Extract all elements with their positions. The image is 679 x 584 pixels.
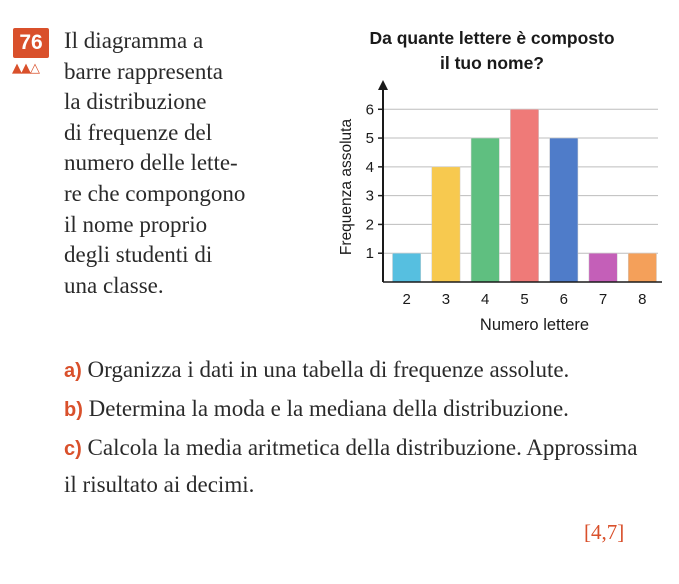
- x-tick-label: 6: [559, 291, 568, 308]
- y-tick-label: 6: [365, 101, 374, 119]
- y-tick-label: 5: [365, 130, 374, 148]
- bar-6: [550, 138, 578, 282]
- question-letter: a): [64, 360, 82, 382]
- chart-title-line: il tuo nome?: [439, 53, 545, 73]
- bar-8: [628, 253, 656, 282]
- chart-title: [337, 26, 647, 76]
- y-axis-arrow: [378, 80, 388, 90]
- exercise-intro: [64, 26, 324, 301]
- y-tick-label: 1: [365, 245, 374, 263]
- x-tick-label: 7: [598, 291, 608, 308]
- y-tick-label: 3: [365, 187, 374, 205]
- exercise-number: 76: [13, 28, 49, 58]
- y-tick-label: 2: [365, 216, 374, 234]
- x-tick-label: 5: [520, 291, 529, 308]
- y-axis-label: Frequenza assoluta: [338, 118, 355, 256]
- intro-line: degli studenti di: [64, 242, 213, 268]
- bar-2: [393, 253, 421, 282]
- x-tick-label: 4: [481, 291, 490, 308]
- intro-line: una classe.: [64, 272, 164, 298]
- bar-4: [471, 138, 499, 282]
- y-tick-label: 4: [365, 158, 374, 176]
- question-letter: b): [64, 399, 83, 421]
- questions: [64, 352, 654, 505]
- bar-5: [510, 109, 538, 282]
- answer: [4,7]: [584, 520, 625, 544]
- intro-line: la distribuzione: [64, 89, 207, 115]
- bar-chart: [325, 80, 665, 342]
- question-text: Determina la moda e la mediana della distribuzione.: [88, 396, 569, 421]
- intro-line: di frequenze del: [64, 119, 213, 145]
- x-tick-label: 2: [402, 291, 411, 308]
- chart-title-line: Da quante lettere è composto: [369, 28, 615, 48]
- question-c: [64, 430, 654, 503]
- intro-line: re che compongono: [64, 180, 246, 206]
- bar-7: [589, 253, 617, 282]
- x-axis-label: Numero lettere: [479, 316, 590, 334]
- difficulty-triangles: ▲▲△: [12, 61, 39, 76]
- question-text: Calcola la media aritmetica della distribuzione. Approssima il risultato ai decimi.: [64, 435, 638, 497]
- question-text: Organizza i dati in una tabella di frequenze assolute.: [87, 357, 570, 382]
- question-b: [64, 391, 654, 428]
- intro-line: numero delle lette-: [64, 150, 238, 176]
- intro-line: il nome proprio: [64, 211, 208, 237]
- intro-line: Il diagramma a: [64, 28, 204, 53]
- x-tick-label: 8: [638, 291, 647, 308]
- question-a: [64, 352, 654, 389]
- question-letter: c): [64, 438, 82, 460]
- bar-3: [432, 167, 460, 282]
- x-tick-label: 3: [441, 291, 451, 308]
- intro-line: barre rappresenta: [64, 58, 223, 84]
